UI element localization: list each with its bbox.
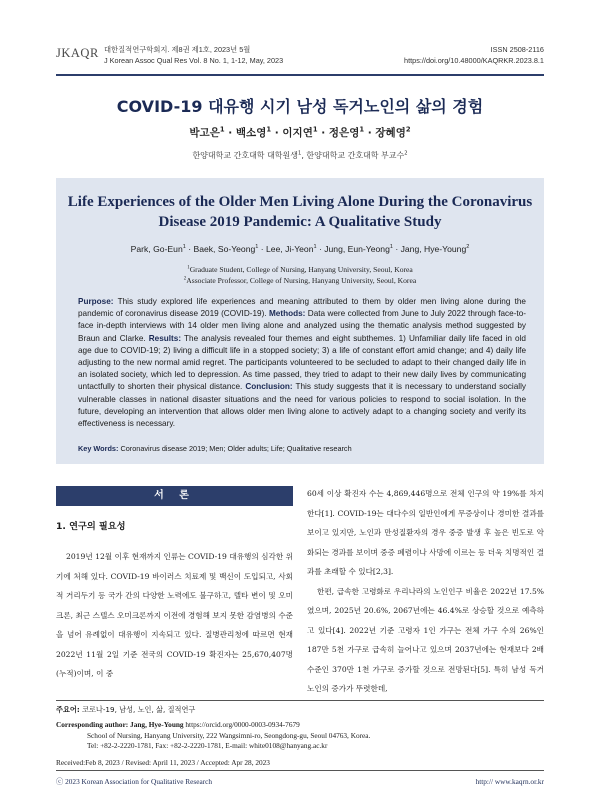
keywords-label-ko: 주요어: <box>56 705 80 714</box>
body-column-right <box>307 484 544 699</box>
keywords-label: Key Words: <box>78 444 119 453</box>
affiliation-sup: 2 <box>404 150 408 157</box>
author-name: Baek, So-Yeong <box>193 244 256 254</box>
author-sup: 1 <box>182 244 186 251</box>
author-sup: 1 <box>359 125 365 134</box>
keywords-text-ko: 코로나-19, 남성, 노인, 삶, 질적연구 <box>79 705 196 714</box>
website-link[interactable]: http:// www.kaqrn.or.kr <box>475 777 544 786</box>
keywords-text: Coronavirus disease 2019; Men; Older adults; Life; Qualitative research <box>118 444 352 453</box>
author-name: Park, Go-Eun <box>130 244 183 254</box>
copyright-notice: ⓒ 2023 Korean Association for Qualitative Research <box>56 777 213 786</box>
author-name: 정은영 <box>328 127 360 139</box>
keywords-english <box>78 444 526 453</box>
english-abstract-box <box>56 178 544 464</box>
affiliation-line <box>56 275 544 286</box>
author-name: 백소영 <box>235 127 267 139</box>
author-sup: 2 <box>405 125 411 134</box>
affiliation-english <box>56 264 544 286</box>
author-name: 박고은 <box>189 127 220 139</box>
author-name: Lee, Ji-Yeon <box>266 244 314 254</box>
body-column-left <box>56 547 293 684</box>
author-sup: 1 <box>313 244 317 251</box>
purpose-text: This study explored life experiences and meaning attributed to them by older men living alone during the pandemic of coronavirus disease 2019 (COVID-19). <box>78 297 526 319</box>
methods-text: Data were collected from June to July 2022 through face-to-face in-depth interviews with 14 older men living alone and analyzed using the thematic analysis method suggested by Braun and Clarke. <box>78 309 526 343</box>
header-divider <box>56 74 544 76</box>
purpose-label: Purpose: <box>78 297 114 306</box>
results-text: The analysis revealed four themes and eight subthemes. 1) Unfamiliar daily life faced in old age due to COVID-19; 2) living a difficult life in a stopped society; 3) a life of constant effort amid change; and 4) daily life adjusting to the new normal amid regret. The participants volunteered to be secluded to adapt to their changed daily life in an isolated society, which led to depression. As time passed, they tried to adapt to their new daily lives by communicating untactfully to shorten their physical distance. <box>78 333 526 392</box>
conclusion-label: Conclusion: <box>245 382 293 392</box>
author-name: 장혜영 <box>375 127 406 139</box>
affiliation-sup: 1 <box>298 150 302 157</box>
author-sup: 1 <box>312 125 318 134</box>
author-sup: 1 <box>389 244 393 251</box>
running-header <box>56 44 544 72</box>
article-dates: Received:Feb 8, 2023 / Revised: April 11, 2023 / Accepted: Apr 28, 2023 <box>56 758 270 767</box>
body-paragraph: 2019년 12월 이후 현재까지 인류는 COVID-19 대유행의 심각한 위기에 처해 있다. COVID-19 바이러스 치료제 및 백신이 도입되고, 사회적 거리두기 등 국가 간의 다양한 노력에도 불구하고, 델타 변이 및 오미크론, 최근 스텔스 오미크론까지 이전에 경험해 보지 못한 감염병의 수준을 넘어 유례없이 대유행이 지속되고 있다. 질병관리청에 따르면 현재 2022년 11월 2일 기준 전국의 COVID-19 확진자는 25,670,407명(누적)이며, 이 중 <box>56 552 293 678</box>
body-paragraph: 60세 이상 확진자 수는 4,869,446명으로 전체 인구의 약 19%를 차지한다[1]. COVID-19는 대다수의 일반인에게 무증상이나 경미한 결과를 보이고 있지만, 노인과 만성질환자의 경우 중증 발생 후 높은 빈도로 악화되는 경과를 보이며 중증 폐렴이나 사망에 이르는 등 더욱 치명적인 결과를 초래할 수 있다[2,3]. <box>307 489 544 576</box>
affiliation-sup: 1 <box>187 265 190 271</box>
author-sup: 1 <box>255 244 259 251</box>
abstract-text <box>78 296 526 430</box>
affiliation-text: 한양대학교 간호대학 부교수 <box>306 151 405 160</box>
author-name: Jung, Eun-Yeong <box>324 244 390 254</box>
journal-citation-en: J Korean Assoc Qual Res Vol. 8 No. 1, 1-12, May, 2023 <box>104 56 284 65</box>
authors-korean: 박고은$^1$ · 백소영$^1$ · 이지연$^1$ · 정은영$^1$ · 장혜영$^2$ <box>189 125 411 139</box>
issn: ISSN 2508-2116 <box>490 45 544 54</box>
issn-doi <box>404 44 544 66</box>
authors-english: Park, Go-Eun$^1$ · Baek, So-Yeong$^1$ · Lee, Ji-Yeon$^1$ · Jung, Eun-Yeong$^1$ · Jang, Hye-Young$^2$ <box>130 244 470 254</box>
corresponding-author-label: Corresponding author: Jang, Hye-Young <box>56 720 184 729</box>
journal-citation-ko: 대한질적연구학회지. 제8권 제1호, 2023년 5월 <box>104 45 251 54</box>
doi-link[interactable]: https://doi.org/10.48000/KAQRKR.2023.8.1 <box>404 56 544 65</box>
body-paragraph: 한편, 급속한 고령화로 우리나라의 노인인구 비율은 2022년 17.5%였으며, 2025년 20.6%, 2067년에는 46.4%로 상승할 것으로 예측하고 있다[4]. 2022년 기준 고령자 1인 가구는 전체 가구 수의 26%인 187만 5천 가구로 급속히 늘어나고 있으며 2037년에는 현재보다 2배 수준인 370만 1천 가구로 증가할 것으로 전망된다[5]. 특히 남성 독거노인의 증가가 뚜렷한데, <box>307 586 544 693</box>
affiliation-sup: 2 <box>183 276 187 282</box>
corresponding-contact: Tel: +82-2-2220-1781, Fax: +82-2-2220-1781, E-mail: white0108@hanyang.ac.kr <box>87 741 328 750</box>
corresponding-address: School of Nursing, Hanyang University, 222 Wangsimni-ro, Seongdong-gu, Seoul 04763, Korea. <box>87 730 371 740</box>
journal-logo: JKAQR <box>56 46 99 60</box>
author-sup: 1 <box>219 125 225 134</box>
author-name: 이지연 <box>282 127 313 139</box>
keywords-korean <box>56 705 195 715</box>
affiliation-line <box>56 264 544 275</box>
title-english-line: Disease 2019 Pandemic: A Qualitative Study <box>158 214 442 230</box>
author-sup: 1 <box>266 125 272 134</box>
affiliation-text: 한양대학교 간호대학 대학원생 <box>192 151 298 160</box>
author-name: Jang, Hye-Young <box>400 244 467 254</box>
orcid-link[interactable]: https://orcid.org/0000-0003-0934-7679 <box>183 720 300 729</box>
section-heading-introduction: 서 론 <box>56 486 293 506</box>
corresponding-author <box>56 720 544 752</box>
footer-divider <box>56 770 544 771</box>
subsection-heading: 1. 연구의 필요성 <box>56 521 126 532</box>
results-label: Results: <box>148 333 182 343</box>
title-english-line: Life Experiences of the Older Men Living Alone During the Coronavirus <box>67 194 533 210</box>
author-sup: 2 <box>466 244 470 251</box>
affiliation-text: Associate Professor, College of Nursing, Hanyang University, Seoul, Korea <box>186 276 417 285</box>
affiliation-korean: 한양대학교 간호대학 대학원생$^1$, 한양대학교 간호대학 부교수$^2$ <box>192 150 408 160</box>
footnote-divider <box>56 700 544 701</box>
methods-label: Methods: <box>268 309 306 319</box>
title-english <box>66 192 534 232</box>
conclusion-text: This study suggests that it is necessary to understand socially vulnerable classes in national disaster situations and the need for various policies to respond to social isolation. In the future, developing an intervention that allows older men living alone to actively adapt to a changing society and verify its effectiveness is necessary. <box>78 382 526 429</box>
title-korean: COVID-19 대유행 시기 남성 독거노인의 삶의 경험 <box>116 97 484 116</box>
journal-citation <box>104 44 283 66</box>
affiliation-text: Graduate Student, College of Nursing, Hanyang University, Seoul, Korea <box>189 265 413 274</box>
